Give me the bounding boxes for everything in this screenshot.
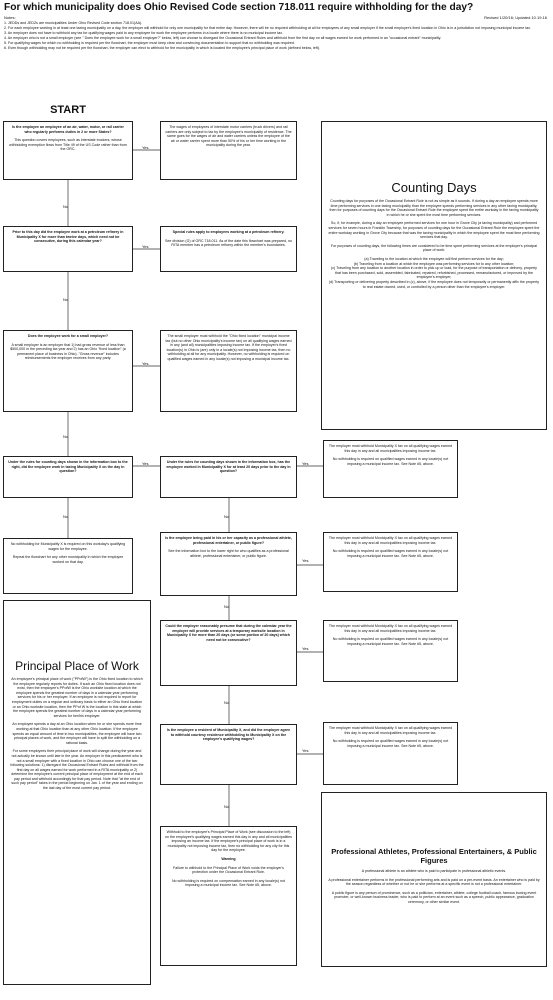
question-carrier-box (3, 121, 133, 180)
page-title: For which municipality does Ohio Revised Code section 718.011 require withholding for the day? (4, 2, 474, 13)
note-3: 3. An employer does not have to withhold any tax for qualifying wages paid to any employee for work the employee performs in a locale where there is no municipal income tax. (4, 30, 284, 35)
yes-label: Yes (302, 558, 309, 563)
question-athlete-note: See the information box to the lower right for who qualifies as a professional athlete, professional entertainer, or public figure. (168, 549, 289, 558)
result-20-days-line1: The employer must withhold Municipality X tax on all qualifying wages earned this day in any and all municipalities imposing income tax. (328, 444, 453, 453)
question-small-employer-box (3, 330, 133, 412)
counting-days-p4: (a) Traveling to the location at which the employee will first perform services for the day; (364, 256, 504, 261)
result-athlete-box (323, 532, 458, 592)
result-temporary-worksite-box (323, 620, 458, 682)
no-withholding-box (3, 538, 133, 594)
question-athlete: Is the employee being paid in his or her capacity as a professional athlete, professional entertainer, or public figure? (165, 536, 292, 545)
counting-days-box (321, 121, 547, 430)
answer-small-employer: The small employer must withhold the "Ohio fixed location" municipal income tax (but no other Ohio municipality's income tax) on all qualifying wages earned in any (and all) municipalities imposing income tax. If the employer's fixed location(s) in Ohio is (are) only in a locale(s) not imposing income tax, then no withholding at all for any municipality. However, no withholding is required on qualified wages earned in any locale(s) not imposing a municipal income tax. (165, 334, 292, 361)
athletes-p2: A professional entertainer performs in the professional performing arts and is paid on a per-event basis. An entertainer who is paid by the season regardless of whether or not he or she performs at a specific event is not a professional entertainer. (328, 877, 540, 887)
principal-place-p3: For some employees their principal place of work will change during the year and not actually be known until late in the year. An employer in this predicament who is not a small employer with a fixed location in Ohio can choose one of the two following solutions: 1) disregard the Occasional Entrant Rules and withhold from the first day on all wages earned for work performed in a RITA municipality or 2) determine the employee's current principal place of employment at the end of each pay period and withhold accordingly for that pay period. Note that "at the end of such pay period" takes in the period beginning on Jan. 1 of the year and ending on the last day of the most current pay period. (10, 749, 144, 791)
no-label: No (63, 297, 69, 302)
result-resident-box (323, 722, 458, 785)
no-withholding-line2: Repeat the flowchart for any other municipality in which the employee worked on that day. (12, 555, 124, 564)
note-2: 2. For each employee working in at least one taxing municipality on a day, the employer will withhold for only one municipality for that entire day. However, there will be no required withholding at all for employees of any small employer if the small employer's fixed location in Ohio is in a jurisdiction not imposing municipal income tax. (4, 25, 532, 30)
yes-label: Yes (142, 244, 149, 249)
no-label: No (224, 804, 230, 809)
question-temporary-worksite: Could the employer reasonably presume that during the calendar year the employer will provide services at a temporary worksite location in Municipality X for more than 20 days (or some portion of 20 days) which need not be consecutive? (165, 624, 292, 642)
question-refinery: Prior to this day did the employee work at a petroleum refinery in Municipality X for more than twelve days, which need not be consecutive, during this calendar year? (12, 230, 124, 244)
athletes-p1: A professional athlete is an athlete who is paid to participate in professional athletic events. (361, 869, 507, 873)
counting-days-p3: For purposes of counting days, the following times are considered to be time spent performing services at the employer's principal place of work: (330, 243, 538, 253)
answer-refinery-box (160, 226, 297, 272)
principal-place-withholding-line1: Withhold to the employee's Principal Place of Work (see discussion to the left) on the employee's qualifying wages earned this day in any and all municipalities imposing an income tax. If the employee's principal place of work is in a municipality not imposing income tax, then no withholding for any city for this day for the employee. (165, 830, 292, 853)
question-resident: Is the employee a resident of Municipality X, and did the employer agree to withhold courtesy residence withholding to Municipality X on the employee's qualifying wages? (166, 728, 291, 742)
answer-carrier: The wages of employees of interstate motor carriers (truck drivers) and rail carriers are only subject to tax by the employee's municipality of residence. The same goes for the wages of air and water carriers unless the employee of the air or water carrier spent more than 50% of his or her time working in the municipality during the year. (165, 125, 292, 148)
note-6: 6. Even though withholding may not be required per the flowchart, the employer can elect to withhold for the municipality in which is located the employee's principal place of work (defined below, left). (4, 45, 320, 50)
answer-small-employer-box (160, 330, 297, 412)
result-athlete-line1: The employer must withhold Municipality X tax on all qualifying wages earned this day in any and all municipalities imposing income tax. (328, 536, 453, 545)
answer-refinery-heading: Special rules apply to employees working at a petroleum refinery. (172, 230, 285, 234)
principal-place-withholding-box (160, 826, 297, 966)
question-refinery-box (3, 226, 133, 272)
no-label: No (224, 700, 230, 705)
question-carrier-note: This question covers employees, such as interstate truckers, whose withholding exemption flows from Title 49 of the US Code rather than from the ORC. (9, 138, 127, 152)
counting-days-p2: So, if, for example, during a day an employee performed services for one hour in Grove City (a taxing municipality) and performed services for seven hours in Franklin Township, for purposes of counting days for the Occasional Entrant Rule the employee spent the entire workday working in Grove City because that was the taxing municipality in which the employee spent the most time performing services that day. (328, 221, 540, 240)
result-athlete-line2: No withholding is required on qualified wages earned in any locale(s) not imposing a municipal income tax. See Note #5, above. (332, 549, 449, 558)
yes-label: Yes (142, 145, 149, 150)
no-label: No (63, 514, 69, 519)
result-temporary-worksite-line1: The employer must withhold Municipality X tax on all qualifying wages earned this day in any and all municipalities imposing income tax. (328, 624, 453, 633)
no-label: No (224, 514, 230, 519)
notes-label: Notes: (4, 15, 16, 20)
no-label: No (63, 204, 69, 209)
yes-label: Yes (302, 461, 309, 466)
counting-days-p5: (b) Traveling from a location at which the employee was performing services for to any other location; (353, 261, 515, 266)
principal-place-p1: An employee's principal place of work ("PPofW") is the Ohio fixed location to which the employee regularly reports for duties. If such an Ohio fixed location does not exist, then the employee's PPofW is the Ohio worksite location at which the employee spends the greatest number of days in a calendar year performing services for his or her employer. If an employee is not required to report for employment duties on a regular and ordinary basis to either an Ohio fixed location or an Ohio worksite location, then the PPof W is the location in this state at which the employee spends the greatest number of days in a calendar year performing services for her/his employer. (11, 677, 143, 718)
start-label: START (50, 104, 86, 116)
question-worked: Under the rules for counting days shown in the information box to the right, did the employee work in taxing Municipality X on the day in question? (8, 460, 128, 474)
result-temporary-worksite-line2: No withholding is required on qualified wages earned in any locale(s) not imposing a municipal income tax. See Note #5, above. (332, 637, 449, 646)
athletes-p3: A public figure is any person of prominence, such as a politician, entertainer, athlete, college football coach, famous boxing event promoter, or well-known business leader, who is paid to perform at an event such as a speech, public appearance, graduation ceremony, or other similar event. (331, 890, 537, 904)
principal-place-p2: An employee spends a day at an Ohio location when he or she spends more time working at that Ohio location than at any other Ohio location. If the employee spends an equal amount of time in two municipalities, the employee will have two principal places of work, and the employer will have to split the withholding on a rational basis. (12, 722, 142, 745)
yes-label: Yes (142, 461, 149, 466)
counting-days-p7: (d) Transporting or delivering property described in (c), above, if the employee does not temporarily or permanently affix the property to real estate owned, used, or controlled by a person other than the employee's employer. (328, 279, 540, 289)
result-20-days-box (323, 440, 458, 498)
principal-place-box (3, 600, 151, 985)
answer-carrier-box (160, 121, 297, 180)
question-20-days-box (160, 456, 297, 498)
yes-label: Yes (302, 646, 309, 651)
yes-label: Yes (302, 748, 309, 753)
question-20-days: Under the rules for counting days shown in the information box, has the employee worked in Municipality X for at least 20 days prior to the day in question? (166, 460, 291, 474)
question-resident-box (160, 724, 297, 785)
counting-days-p6: (c) Traveling from any location to another location in order to pick up or load, for the purpose of transportation or delivery, property that has been purchased, sold, assembled, fabricated, repaired, refurbished, processed, remanufactured, or improved by the employee's employer; (331, 266, 537, 280)
question-small-employer: Does the employee work for a small employer? (27, 334, 109, 338)
counting-days-title: Counting Days (391, 180, 477, 195)
result-resident-line1: The employer must withhold Municipality X tax on all qualifying wages earned this day in any and all municipalities imposing income tax. (328, 726, 453, 735)
counting-days-p1: Counting days for purposes of the Occasional Entrant Rule is not as simple as it sounds. If during a day an employee spends more time performing services in one taxing municipality than the employee spends performing services in any other taxing municipality, then for purposes of counting days for the Occasional Entrant Rule the employee spent the entire workday in the taxing municipality in which he or she spent the most time performing services. (329, 199, 539, 217)
no-withholding-line1: No withholding for Municipality X is required on this workday's qualifying wages for the employee. (10, 542, 126, 551)
no-label: No (63, 434, 69, 439)
question-worked-box (3, 456, 133, 498)
athletes-title: Professional Athletes, Professional Entertainers, & Public Figures (331, 847, 537, 865)
athletes-box (321, 792, 547, 967)
principal-place-title: Principal Place of Work (15, 659, 139, 673)
yes-label: Yes (142, 361, 149, 366)
note-1: 1. JEDDs and JEDZs are municipalities Under Ohio Revised Code section 718.01(AA). (4, 21, 143, 25)
question-carrier: Is the employee an employee of an air, water, motor, or rail carrier who regularly performs duties in 2 or more States? (12, 125, 124, 134)
result-resident-line2: No withholding is required on qualified wages earned in any locale(s) not imposing a municipal income tax. See Note #5, above. (332, 739, 449, 748)
question-temporary-worksite-box (160, 620, 297, 686)
result-20-days-line2: No withholding is required on qualified wages earned in any locale(s) not imposing a municipal income tax. See Note #5, above. (332, 457, 449, 466)
no-label: No (224, 604, 230, 609)
question-athlete-box (160, 532, 297, 596)
principal-place-withholding-line2: No withholding is required on compensation earned in any locale(s) not imposing a municipal income tax. See Note #5, above. (171, 878, 286, 888)
warning-title: Warning (221, 856, 236, 861)
revision-date: Revised 1/20/16; Updated 10.19.16 (484, 15, 547, 20)
note-5: 5. For qualifying wages for which no withholding is required per the flowchart, the employer must keep clear and convincing documentation to support that no withholding was required. (4, 40, 295, 45)
question-small-employer-note: A small employer is an employer that 1) had gross revenue of less than $500,000 in the preceding tax year and 2) has an Ohio "fixed location" (a permanent place of business in Ohio). "Gross revenue" includes reimbursements the employer receives from any party. (10, 342, 126, 361)
answer-refinery-body: See division (G) of ORC 718.011. As of the date this flowchart was prepared, no RITA member has a petroleum refinery within the member's boundaries. (165, 238, 292, 248)
note-4: 4. An employer who is not a small employer (see " Does the employee work for a small employer?" below, left) can choose to disregard the Occasional Entrant Rules and withhold from the first day on all wages earned for work performed in an "occasional entrant" municipality. (4, 35, 442, 40)
warning-text: Failure to withhold to the Principal Place of Work voids the employer's protection under the Occasional Entrant Rule. (173, 865, 284, 875)
